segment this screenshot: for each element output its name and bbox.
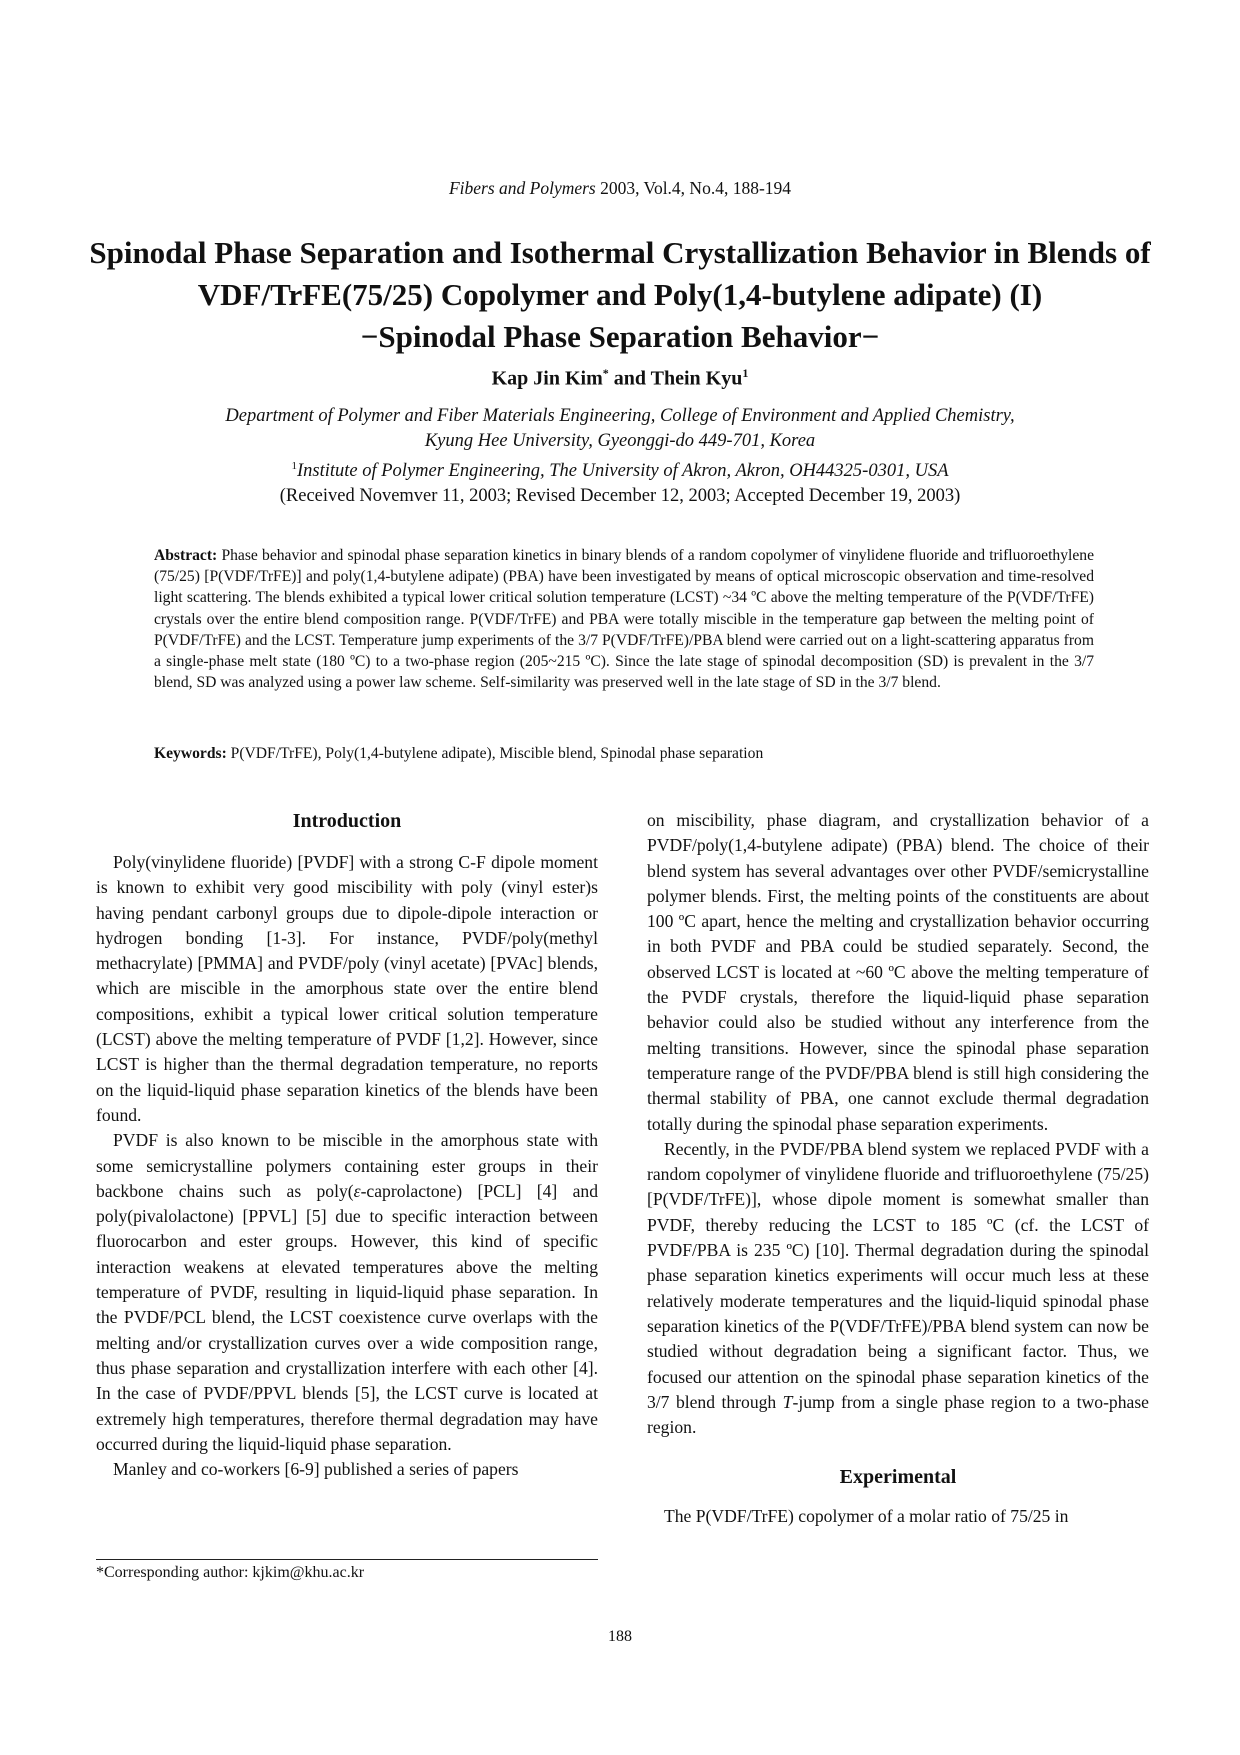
epsilon-symbol: ε — [353, 1180, 361, 1201]
affiliation-1a: Department of Polymer and Fiber Materials Engineering, College of Environment and Applied Chemistry, — [225, 406, 1015, 426]
intro-paragraph-3-continued: on miscibility, phase diagram, and crystallization behavior of a PVDF/poly(1,4-butylene adipate) (PBA) blend. The choice of their blend system has several advantages over other PVDF/semicrystalline polymer blends. First, the melting points of the constituents are about 100 ºC apart, hence the melting and crystallization behavior occurring in both PVDF and PBA could be studied separately. Second, the observed LCST is located at ~60 ºC above the melting temperature of the PVDF crystals, therefore the liquid-liquid phase separation behavior could also be studied without any interference from the melting transitions. However, since the spinodal phase separation temperature range of the PVDF/PBA blend is still high considering the thermal stability of PBA, one cannot exclude thermal degradation totally during the spinodal phase separation experiments. — [647, 810, 1149, 1134]
paper-title — [80, 232, 1160, 358]
affiliation-1b: Kyung Hee University, Gyeonggi-do 449-701, Korea — [424, 431, 816, 451]
affiliation-2-text: Institute of Polymer Engineering, The University of Akron, Akron, OH44325-0301, USA — [296, 461, 949, 482]
author-list — [0, 366, 1240, 391]
keywords — [154, 743, 1094, 764]
left-column — [96, 808, 598, 1482]
author-1: Kap Jin Kim — [491, 367, 603, 390]
journal-citation — [0, 178, 1240, 199]
page-number: 188 — [608, 1628, 632, 1645]
keywords-label: Keywords: — [154, 745, 227, 762]
intro-paragraph-3: Manley and co-workers [6-9] published a series of papers — [113, 1459, 519, 1480]
author-connector: and — [608, 367, 651, 390]
abstract — [154, 545, 1094, 693]
experimental-paragraph-1: The P(VDF/TrFE) copolymer of a molar ratio of 75/25 in — [664, 1506, 1069, 1527]
affiliation-2 — [80, 454, 1160, 484]
title-line-2: VDF/TrFE(75/25) Copolymer and Poly(1,4-butylene adipate) (I) — [197, 277, 1043, 312]
keywords-text: P(VDF/TrFE), Poly(1,4-butylene adipate), Miscible blend, Spinodal phase separation — [226, 745, 764, 762]
intro-p2-part-a: PVDF is also known to be miscible in the amorphous state with some semicrystalline polymers containing ester groups in their backbone chains such as poly( — [96, 1130, 598, 1201]
journal-volume: 2003, Vol.4, No.4, 188-194 — [595, 178, 792, 198]
journal-name: Fibers and Polymers — [448, 178, 596, 198]
intro-p4-part-a: Recently, in the PVDF/PBA blend system we replaced PVDF with a random copolymer of vinylidene fluoride and trifluoroethylene (75/25) [P(VDF/TrFE)], whose dipole moment is somewhat smaller than PVDF, thereby reducing the LCST to 185 ºC (cf. the LCST of PVDF/PBA is 235 ºC) [10]. Thermal degradation during the spinodal phase separation kinetics experiments will occur much less at these relatively moderate temperatures and the liquid-liquid spinodal phase separation kinetics of the P(VDF/TrFE)/PBA blend system can now be studied without degradation being a significant factor. Thus, we focused our attention on the spinodal phase separation kinetics of the 3/7 blend through — [647, 1138, 1149, 1412]
author-2-mark: 1 — [742, 366, 749, 380]
corresponding-author-footnote: *Corresponding author: kjkim@khu.ac.kr — [96, 1564, 365, 1581]
affiliations — [80, 404, 1160, 509]
abstract-text: Phase behavior and spinodal phase separation kinetics in binary blends of a random copolymer of vinylidene fluoride and trifluoroethylene (75/25) [P(VDF/TrFE)] and poly(1,4-butylene adipate) (PBA) have been investigated by means of optical microscopic observation and time-resolved light scattering. The blends exhibited a typical lower critical solution temperature (LCST) ~34 ºC above the melting temperature of the P(VDF/TrFE) crystals over the entire blend composition range. P(VDF/TrFE) and PBA were totally miscible in the temperature gap between the melting point of P(VDF/TrFE) and the LCST. Temperature jump experiments of the 3/7 P(VDF/TrFE)/PBA blend were carried out on a light-scattering apparatus from a single-phase melt state (180 ºC) to a two-phase region (205~215 ºC). Since the late stage of spinodal decomposition (SD) is prevalent in the 3/7 blend, SD was analyzed using a power law scheme. Self-similarity was preserved well in the late stage of SD in the 3/7 blend. — [154, 547, 1094, 692]
footnote-divider — [96, 1559, 598, 1560]
author-2: Thein Kyu — [650, 367, 743, 390]
intro-p4-part-b: -jump from a single phase region to a two-phase region. — [647, 1391, 1149, 1438]
affiliation-2-mark: 1 — [291, 460, 297, 472]
right-column — [647, 808, 1149, 1530]
intro-paragraph-2 — [96, 1128, 598, 1457]
intro-p2-part-b: -caprolactone) [PCL] [4] and poly(pivalolactone) [PPVL] [5] due to specific interaction between fluorocarbon and ester groups. However, this kind of specific interaction weakens at elevated temperatures above the melting temperature of PVDF, resulting in liquid-liquid phase separation. In the PVDF/PCL blend, the LCST coexistence curve overlaps with the melting and/or crystallization curves over a wide composition range, thus phase separation and crystallization interfere with each other [4]. In the case of PVDF/PPVL blends [5], the LCST curve is located at extremely high temperatures, therefore thermal degradation may have occurred during the liquid-liquid phase separation. — [96, 1180, 598, 1454]
author-1-mark: * — [602, 366, 609, 380]
title-line-1: Spinodal Phase Separation and Isothermal Crystallization Behavior in Blends of — [89, 235, 1151, 270]
experimental-heading: Experimental — [839, 1466, 957, 1489]
intro-paragraph-1: Poly(vinylidene fluoride) [PVDF] with a strong C-F dipole moment is known to exhibit very good miscibility with poly (vinyl ester)s having pendant carbonyl groups due to dipole-dipole interaction or hydrogen bonding [1-3]. For instance, PVDF/poly(methyl methacrylate) [PMMA] and PVDF/poly (vinyl acetate) [PVAc] blends, which are miscible in the amorphous state over the entire blend compositions, exhibit a typical lower critical solution temperature (LCST) above the melting temperature of PVDF [1,2]. However, since LCST is higher than the thermal degradation temperature, no reports on the liquid-liquid phase separation kinetics of the blends have been found. — [96, 852, 598, 1125]
title-line-3: −Spinodal Phase Separation Behavior− — [360, 319, 880, 354]
intro-paragraph-4 — [647, 1137, 1149, 1441]
abstract-label: Abstract: — [154, 547, 218, 564]
received-dates: (Received Novemver 11, 2003; Revised December 12, 2003; Accepted December 19, 2003) — [279, 486, 961, 507]
t-symbol: T — [782, 1391, 793, 1412]
introduction-heading: Introduction — [292, 810, 402, 832]
